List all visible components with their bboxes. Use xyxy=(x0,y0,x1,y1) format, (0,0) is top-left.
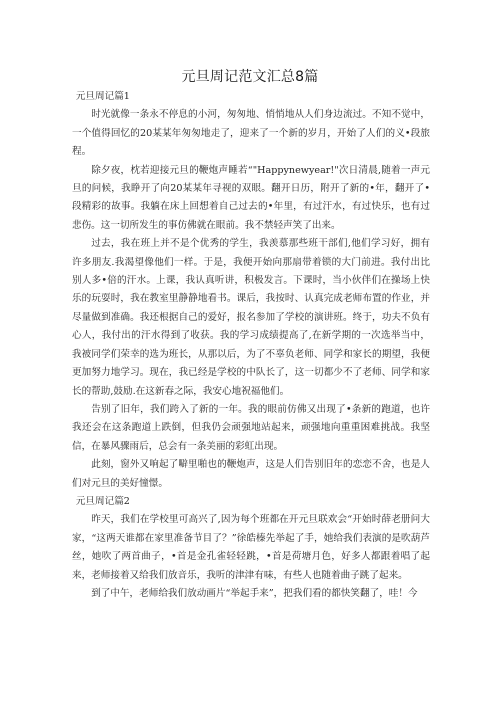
paragraph: 过去，我在班上并不是个优秀的学生，我羡慕那些班干部们,他们学习好，拥有许多朋友.我渴望像他们一样。于是，我便开始向那扇带着锁的大门前进。我付出比别人多•倍的汗水。上课，我认真听讲，积极发言。下课时，当小伙伴们在操场上快乐的玩耍时，我在教室里静静地看书。课后，我按时、认真完成老师布置的作业，并尽量做到准确。我还根据自己的爱好，报名参加了学校的演讲班。终于，功夫不负有心人，我付出的汗水得到了收获。我的学习成绩提高了,在新学期的一次选举当中，我被同学们荣幸的选为班长，从那以后，为了不辜负老师、同学和家长的期望，我便更加努力地学习。现在，我已经是学校的中队长了，这一切都少不了老师、同学和家长的帮助,鼓励.在这新春之际，我安心地祝福他们。 xyxy=(72,238,430,397)
paragraph: 告别了旧年，我们跨入了新的一年。我的眼前仿佛又出现了•条新的跑道，也许我还会在这条跑道上跌倒，但我仍会顽强地站起来，顽强地向重重困难挑战。我坚信，在暴风骤雨后，总会有一条美丽的彩虹出现。 xyxy=(72,403,430,452)
paragraph: 此刻，窗外又响起了噼里啪也的鞭炮声，这是人们告别旧年的恋恋不舍，也是人们对元旦的美好憧憬。 xyxy=(72,459,430,489)
document-title: 元旦周记范文汇总8篇 xyxy=(181,69,319,85)
paragraph: 除夕夜，枕若迎接元旦的鞭炮声睡若“"Happynewyear!"次日清晨,随着一声元旦的问候，我睁开了向20某某年寻视的双眼。翻开日历，附开了新的•年，翻开了•段精彩的故事。我躺在床上回想着自己过去的•年里，有过汗水，有过快乐，也有过悲伤。这一切所发生的事仿佛就在眼前。我不禁轻声笑了出来。 xyxy=(72,164,430,231)
paragraph: 到了中午，老师给我们放动画片“举起手来”，把我们看的都快笑翻了，哇！今 xyxy=(91,587,418,599)
paragraph: 昨天，我们在学校里可高兴了,因为每个班都在开元旦联欢会“开始时薛老册问大家，“这两天谁都在家里准备节目了？”徐皓榛先举起了手，她给我们表演的是吹葫芦丝，她吹了两首曲子，•首是金孔雀轻轻跳，•首是荷塘月色，好多人都跟着唱了起来，老师接着又给我们放音乐，我听的津津有味，有些人也随着曲子跳了起来。 xyxy=(72,514,430,581)
paragraph: 时光就像一条永不停息的小河，匆匆地、悄悄地从人们身边流过。不知不觉中，一个值得回忆的20某某年匆匆地走了，迎来了一个新的岁月，开始了人们的义•段旅程。 xyxy=(72,109,430,158)
section-heading: 元旦周记篇2 xyxy=(75,495,130,507)
document-body xyxy=(72,88,430,603)
section-heading: 元旦周记篇1 xyxy=(75,91,130,102)
